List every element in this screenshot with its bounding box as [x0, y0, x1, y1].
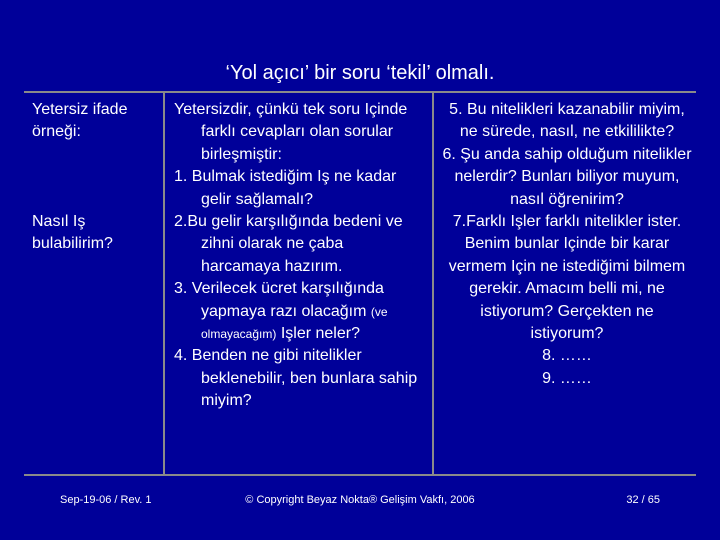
continued-item-8: 8. ……	[542, 347, 592, 365]
explanation-item-4: 4. Benden ne gibi nitelikler beklenebilir, ben bunlara sahip miyim?	[174, 347, 418, 410]
explanation-item-3	[174, 278, 424, 345]
continued-item-7: 7.Farklı Işler farklı nitelikler ister. Benim bunlar Içinde bir karar vermem Için ne istediğimi bilmem gerekir. Amacım belli mi, ne istiyorum? Gerçekten ne istiyorum?	[448, 213, 686, 343]
table-top-border	[24, 91, 696, 93]
column-divider-2	[432, 91, 434, 476]
footer-date: Sep-19-06 / Rev. 1	[60, 494, 152, 506]
footer-copyright: © Copyright Beyaz Nokta® Gelişim Vakfı, 2006	[245, 494, 475, 506]
column-example	[32, 99, 162, 256]
explanation-item-3-end: Işler neler?	[280, 325, 360, 343]
table-bottom-border	[24, 474, 696, 476]
footer-page-number: 32 / 65	[626, 494, 660, 506]
explanation-item-3-text: 3. Verilecek ücret karşılığında yapmaya razı olacağım	[174, 280, 384, 320]
column-continued	[442, 99, 692, 390]
continued-item-6: 6. Şu anda sahip olduğum nitelikler nelerdir? Bunları biliyor muyum, nasıl öğrenirim?	[442, 145, 692, 208]
explanation-item-2: 2.Bu gelir karşılığında bedeni ve zihni olarak ne çaba harcamaya hazırım.	[174, 213, 403, 275]
slide-title: ‘Yol açıcı’ bir soru ‘tekil’ olmalı.	[225, 62, 495, 84]
content-table	[24, 91, 696, 476]
column-explanation	[174, 99, 424, 413]
continued-item-5: 5. Bu nitelikleri kazanabilir miyim, ne sürede, nasıl, ne etkililikte?	[449, 101, 685, 141]
continued-item-9: 9. ……	[542, 369, 592, 387]
example-question: Nasıl Iş bulabilirim?	[32, 212, 113, 253]
explanation-item-3-note: (ve olmayacağım)	[201, 304, 388, 342]
explanation-intro: Yetersizdir, çünkü tek soru Içinde farklı cevapları olan sorular birleşmiştir:	[174, 101, 408, 163]
explanation-item-1: 1. Bulmak istediğim Iş ne kadar gelir sağlamalı?	[174, 168, 397, 208]
column-divider-1	[163, 91, 165, 476]
example-label: Yetersiz ifade örneği:	[32, 101, 128, 141]
